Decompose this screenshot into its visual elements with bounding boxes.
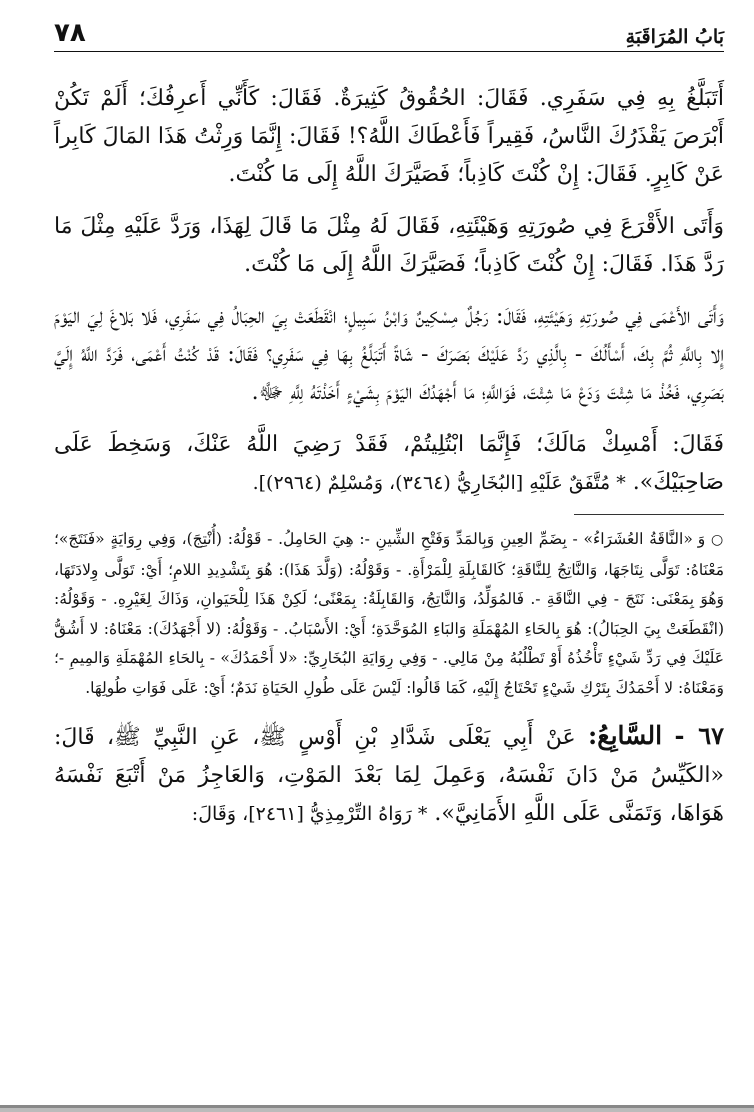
notes-divider [574,514,724,515]
paragraph-3: وَأَتَى الأَعْمَى فِي صُورَتِهِ وَهَيْئَتِهِ، فَقَالَ: رَجُلٌ مِسْكِينٌ وَابْنُ سَبِيلٍ؛ انْقَطَعَتْ بِيَ الحِبَالُ فِي سَفَرِي، فَلا بَلاغَ لِيَ اليَوْمَ إِلا بِاللَّهِ ثُمَّ بِكَ، أَسْأَلُكَ - بِالَّذِي رَدَّ عَلَيْكَ بَصَرَكَ - شَاةً أَتَبَلَّغُ بِهَا فِي سَفَرِي؟ فَقَالَ: قَدْ كُنْتُ أَعْمَى، فَرَدَّ اللَّهُ إِلَيَّ بَصَرِي، فَخُذْ مَا شِئْتَ وَدَعْ مَا شِئْتَ، فَوَاللَّهِ؛ مَا أَجْهَدُكَ اليَوْمَ بِشَيْءٍ أَخَذْتَهُ لِلَّهِ ﷻ. [54,304,724,405]
commentary-notes [54,525,724,703]
hadith-67-source: * رَوَاهُ التِّرْمِذِيُّ [٢٤٦١]، وَقَالَ: [191,803,428,825]
paragraph-2: وَأَتَى الأَقْرَعَ فِي صُورَتِهِ وَهَيْئَتِهِ، فَقَالَ لَهُ مِثْلَ مَا قَالَ لِهَذَا، وَرَدَّ عَلَيْهِ مِثْلَ مَا رَدَّ هَذَا. فَقَالَ: إِنْ كُنْتَ كَاذِباً؛ فَصَيَّرَكَ اللَّهُ إِلَى مَا كُنْتَ. [54,214,724,277]
scan-bottom-edge [0,1105,754,1112]
hadith-text: عَنْ أَبِي يَعْلَى شَدَّادِ بْنِ أَوْسٍ ﷺ، عَنِ النَّبِيِّ ﷺ، قَالَ: «الكَيِّسُ مَنْ دَانَ نَفْسَهُ، وَعَمِلَ لِمَا بَعْدَ المَوْتِ، وَالعَاجِزُ مَنْ أَتْبَعَ نَفْسَهُ هَوَاهَا، وَتَمَنَّى عَلَى اللَّهِ الأَمَانِيَّ». [54,725,724,826]
paragraph-4 [54,426,724,502]
main-text [54,80,724,502]
page-header [54,18,724,52]
hadith-number: ٦٧ - [674,721,724,750]
chapter-title: بَابُ المُرَاقَبَةِ [625,26,724,48]
page-number: ٧٨ [54,18,86,48]
hadith-67-paragraph [54,717,724,833]
hadith-label: السَّابِعُ: [588,721,663,750]
paragraph-1: أَتَبَلَّغُ بِهِ فِي سَفَرِي. فَقَالَ: الحُقُوقُ كَثِيرَةٌ. فَقَالَ: كَأَنِّي أَعرِفُكَ؛ أَلَمْ تَكُنْ أَبْرَصَ يَقْذَرُكَ النَّاسُ، فَقِيراً فَأَعْطَاكَ اللَّهُ؟! فَقَالَ: إِنَّمَا وَرِثْتُ هَذَا المَالَ كَابِراً عَنْ كَابِرٍ. فَقَالَ: إِنْ كُنْتَ كَاذِباً؛ فَصَيَّرَكَ اللَّهُ إِلَى مَا كُنْتَ. [54,86,724,187]
note-marker-icon: ○ [710,532,724,548]
paragraph-4-text: فَقَالَ: أَمْسِكْ مَالَكَ؛ فَإِنَّمَا ابْتُلِيتُمْ، فَقَدْ رَضِيَ اللَّهُ عَنْكَ، وَسَخِطَ عَلَى صَاحِبَيْكَ». [54,432,724,495]
hadith-source-citation: * مُتَّفَقٌ عَلَيْهِ [البُخَارِيُّ (٣٤٦٤)، وَمُسْلِمٌ (٢٩٦٤)]. [252,472,626,494]
book-page [54,18,724,1112]
hadith-67 [54,717,724,833]
commentary-text: وَ «النَّاقَةُ العُشَرَاءُ» - بِضَمِّ العِينِ وَبِالمَدِّ وَفَتْحِ الشِّينِ -: هِيَ الحَامِلُ. - قَوْلُهُ: (أُنْتِجَ)، وَفِي رِوَايَةٍ «فَنَتَجَ»؛ مَعْنَاهُ: تَوَلَّى نِتَاجَهَا، وَالنَّاتِجُ لِلنَّاقَةِ؛ كَالقَابِلَةِ لِلْمَرْأَةِ. - وَقَوْلُهُ: (وَلَّدَ هَذَا): هُوَ بِتَشْدِيدِ اللامِ؛ أَيْ: تَوَلَّى وِلادَتَهَا، وَهُوَ بِمَعْنَى: نَتَجَ - فِي النَّاقَةِ -. فَالمُوَلِّدُ، وَالنَّاتِجُ، وَالقَابِلَةُ: بِمَعْنًى؛ لَكِنْ هَذَا لِلْحَيَوانِ، وَذَاكَ لِغَيْرِهِ. - وَقَوْلُهُ: (انْقَطَعَتْ بِيَ الحِبَالُ): هُوَ بِالحَاءِ المُهْمَلَةِ وَالبَاءِ المُوَحَّدَةِ؛ أَيْ: الأَسْبَابُ. - وَقَوْلُهُ: (لا أَجْهَدُكَ): مَعْنَاهُ: لا أَشُقُّ عَلَيْكَ فِي رَدِّ شَيْءٍ تَأْخُذُهُ أَوْ تَطْلُبُهُ مِنْ مَالِي. - وَفِي رِوَايَةِ البُخَارِيِّ: «لا أَحْمَدُكَ» - بِالحَاءِ المُهْمَلَةِ وَالمِيمِ -؛ وَمَعْنَاهُ: لا أَحْمَدُكَ بِتَرْكِ شَيْءٍ تَحْتَاجُ إِلَيْهِ، كَمَا قَالُوا: لَيْسَ عَلَى طُولِ الحَيَاةِ نَدَمٌ؛ أَيْ: عَلَى فَوَاتِ طُولِهَا. [54,530,724,697]
